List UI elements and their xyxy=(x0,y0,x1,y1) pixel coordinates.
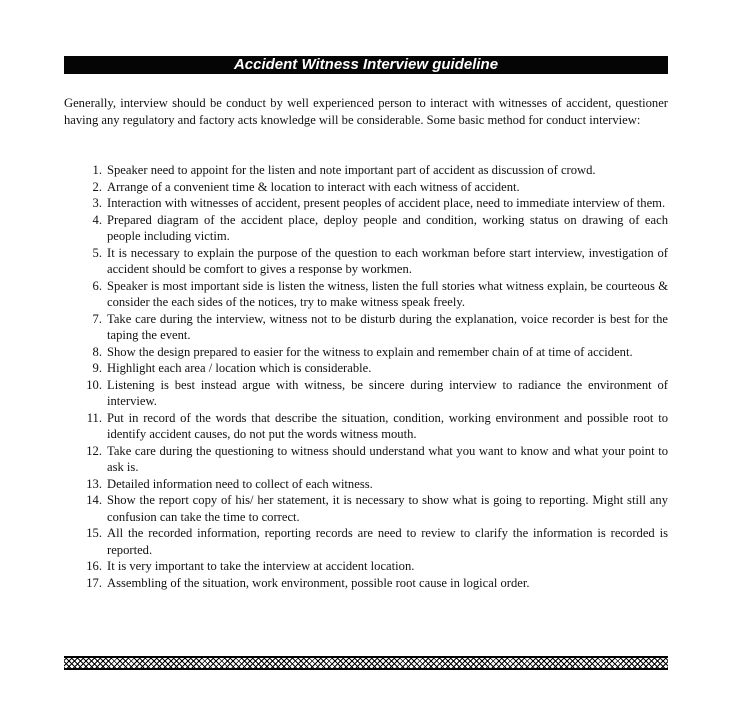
guideline-item xyxy=(64,575,668,592)
item-number: 3. xyxy=(92,196,102,210)
item-number: 14. xyxy=(86,493,102,507)
item-number: 10. xyxy=(86,377,102,392)
item-number: 12. xyxy=(86,443,102,458)
guideline-item xyxy=(64,476,668,493)
item-text: Prepared diagram of the accident place, deploy people and condition, working status on drawing of each people including victim. xyxy=(107,212,668,243)
item-number: 1. xyxy=(92,163,102,177)
document-title: Accident Witness Interview guideline xyxy=(64,56,668,74)
guideline-item xyxy=(64,360,668,377)
item-text: Detailed information need to collect of each witness. xyxy=(107,476,373,491)
item-text: Show the report copy of his/ her statement, it is necessary to show what is going to reporting. Might still any confusion can take the time to correct. xyxy=(107,493,668,524)
guideline-item xyxy=(64,377,668,410)
item-text: Take care during the questioning to witness should understand what you want to know and what your point to ask is. xyxy=(107,443,668,474)
item-number: 4. xyxy=(92,212,102,227)
guideline-item xyxy=(64,278,668,311)
item-number: 13. xyxy=(86,476,102,491)
intro-paragraph: Generally, interview should be conduct by well experienced person to interact with witnesses of accident, questioner having any regulatory and factory acts knowledge will be considerable. Some basic method for conduct interview: xyxy=(64,96,668,127)
guideline-item xyxy=(64,492,668,525)
item-text: Assembling of the situation, work environment, possible root cause in logical order. xyxy=(107,575,530,590)
guideline-item xyxy=(64,195,668,212)
item-number: 16. xyxy=(86,559,102,573)
item-text: Put in record of the words that describe the situation, condition, working environment and possible root to identify accident causes, do not put the words witness mouth. xyxy=(107,410,668,441)
item-number: 17. xyxy=(86,575,102,590)
item-text: Speaker need to appoint for the listen and note important part of accident as discussion of crowd. xyxy=(107,163,596,177)
decorative-footer-border xyxy=(64,656,668,670)
item-text: All the recorded information, reporting records are need to review to clarify the information is recorded is reported. xyxy=(107,526,668,557)
guideline-item xyxy=(64,245,668,278)
guideline-item xyxy=(64,558,668,575)
guideline-item xyxy=(64,311,668,344)
item-text: Arrange of a convenient time & location to interact with each witness of accident. xyxy=(107,179,520,194)
guideline-item xyxy=(64,212,668,245)
item-text: It is necessary to explain the purpose of the question to each workman before start interview, investigation of accident should be comfort to gives a response by workmen. xyxy=(107,245,668,276)
item-text: It is very important to take the interview at accident location. xyxy=(107,559,415,573)
item-number: 5. xyxy=(92,245,102,260)
item-number: 11. xyxy=(86,410,102,425)
item-text: Speaker is most important side is listen the witness, listen the full stories what witness explain, be courteous & consider the each sides of the notices, try to make witness speak freely. xyxy=(107,278,668,309)
item-number: 2. xyxy=(92,179,102,194)
guideline-item xyxy=(64,344,668,361)
item-number: 6. xyxy=(92,278,102,293)
item-text: Take care during the interview, witness not to be disturb during the explanation, voice recorder is best for the taping the event. xyxy=(107,311,668,342)
guideline-list xyxy=(64,162,668,591)
item-number: 7. xyxy=(92,311,102,326)
guideline-item xyxy=(64,162,668,179)
item-text: Interaction with witnesses of accident, present peoples of accident place, need to immediate interview of them. xyxy=(107,196,666,210)
guideline-item xyxy=(64,179,668,196)
item-number: 9. xyxy=(92,361,102,375)
item-number: 8. xyxy=(92,344,102,359)
guideline-item xyxy=(64,410,668,443)
item-text: Show the design prepared to easier for the witness to explain and remember chain of at time of accident. xyxy=(107,344,633,359)
guideline-item xyxy=(64,443,668,476)
guideline-item xyxy=(64,525,668,558)
item-text: Highlight each area / location which is considerable. xyxy=(107,361,372,375)
item-text: Listening is best instead argue with witness, be sincere during interview to radiance the environment of interview. xyxy=(107,377,668,408)
item-number: 15. xyxy=(86,526,102,540)
